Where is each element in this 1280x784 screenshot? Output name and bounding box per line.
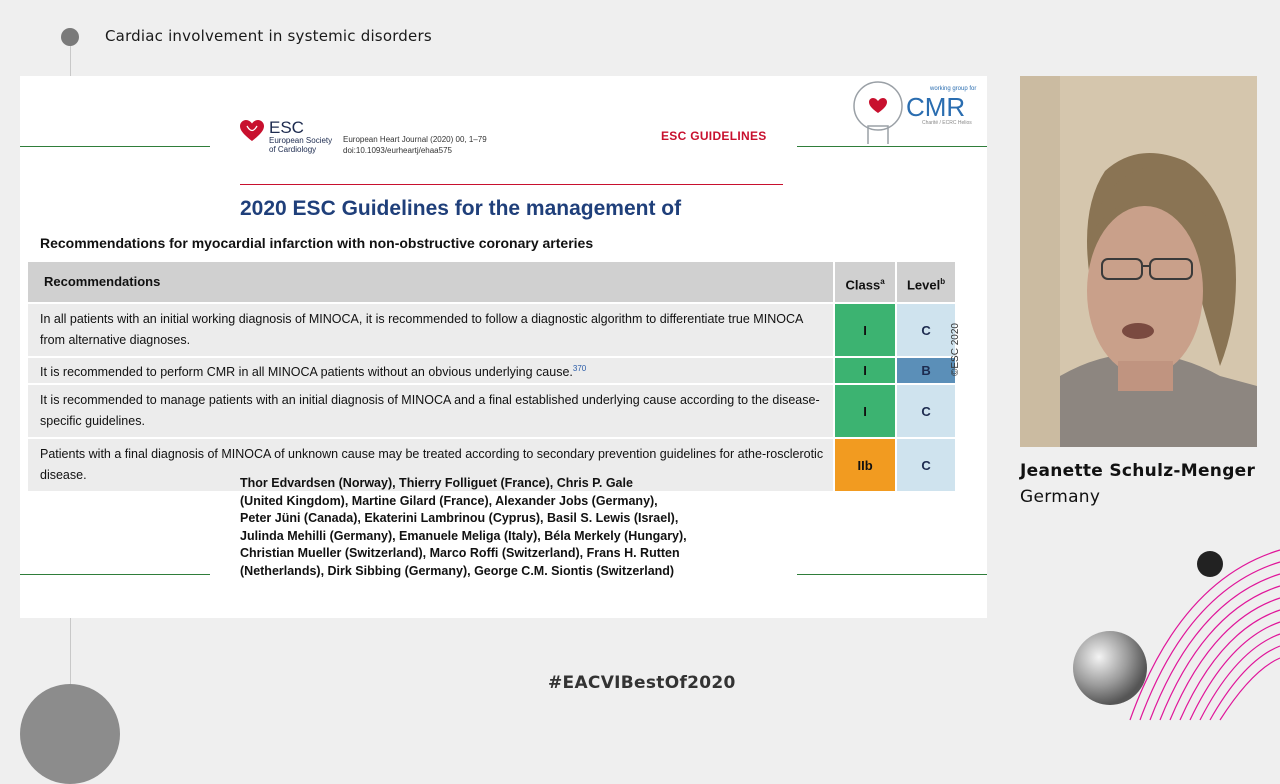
cmr-logo-letters: CMR	[906, 92, 966, 122]
author-line: Julinda Mehilli (Germany), Emanuele Meliga (Italy), Béla Merkely (Hungary),	[240, 528, 687, 543]
row-text: Patients with a final diagnosis of MINOCA of unknown cause may be treated according to secondary prevention guidelines for athe-rosclerotic disease.	[28, 439, 833, 491]
event-hashtag: #EACVIBestOf2020	[548, 673, 736, 693]
slide-divider-right	[797, 146, 987, 147]
row-text: It is recommended to perform CMR in all MINOCA patients without an obvious underlying cause.	[40, 365, 573, 380]
row-level: C	[897, 304, 955, 356]
header-level-label: Level	[906, 277, 941, 293]
esc-logo-sub1: European Society	[269, 136, 333, 145]
row-reference: 370	[572, 364, 587, 373]
slide-main-title: 2020 ESC Guidelines for the management of	[240, 197, 682, 220]
slide-divider-left	[20, 146, 210, 147]
header-recommendations: Recommendations	[28, 262, 833, 302]
row-level: B	[897, 358, 955, 383]
journal-line1: European Heart Journal (2020) 00, 1–79	[343, 135, 487, 144]
timeline-dot	[61, 28, 79, 46]
slide-divider-bottom-right	[797, 574, 987, 575]
row-class: I	[835, 304, 895, 356]
esc-guidelines-label: ESC GUIDELINES	[661, 129, 767, 143]
slide-divider-bottom-left	[20, 574, 210, 575]
timeline-line-bottom	[70, 618, 71, 688]
header-class	[835, 262, 895, 302]
author-line: Peter Jüni (Canada), Ekaterini Lambrinou (Cyprus), Basil S. Lewis (Israel),	[240, 511, 679, 525]
recommendations-table	[28, 262, 955, 491]
table-row	[28, 358, 955, 383]
speaker-silhouette	[1020, 76, 1257, 447]
speaker-country: Germany	[1020, 487, 1101, 507]
timeline-line	[70, 44, 71, 76]
row-level: C	[897, 385, 955, 437]
row-class: IIb	[835, 439, 895, 491]
speaker-video	[1020, 76, 1257, 447]
session-title: Cardiac involvement in systemic disorders	[105, 27, 432, 45]
cmr-logo	[848, 76, 977, 146]
author-line: (United Kingdom), Martine Gilard (France), Alexander Jobs (Germany),	[240, 493, 658, 508]
presentation-slide	[20, 76, 987, 618]
header-level-sup: b	[940, 277, 946, 286]
row-class: I	[835, 385, 895, 437]
cmr-logo-bottom: Charité / ECRC Helios	[922, 120, 972, 126]
journal-line2: doi:10.1093/eurheartj/ehaa575	[343, 146, 452, 155]
recommendations-title: Recommendations for myocardial infarction with non-obstructive coronary arteries	[40, 235, 594, 251]
decorative-spheres-graphic	[1060, 540, 1280, 720]
header-class-sup: a	[880, 277, 885, 286]
table-row	[28, 304, 955, 356]
table-header	[28, 262, 955, 302]
esc-copyright: ©ESC 2020	[950, 323, 961, 376]
heart-icon	[239, 119, 265, 143]
speaker-name: Jeanette Schulz-Menger	[1020, 461, 1256, 481]
esc-logo	[239, 119, 332, 154]
header-level	[897, 262, 955, 302]
title-divider	[240, 184, 783, 185]
table-row	[28, 385, 955, 437]
author-line: (Netherlands), Dirk Sibbing (Germany), George C.M. Siontis (Switzerland)	[240, 563, 675, 578]
journal-citation	[343, 134, 487, 156]
cmr-logo-top: working group for	[930, 86, 977, 92]
author-list	[240, 475, 760, 580]
row-text: It is recommended to manage patients with an initial diagnosis of MINOCA and a final established underlying cause according to the disease-specific guidelines.	[28, 385, 833, 437]
row-text-container	[28, 358, 833, 383]
esc-logo-word: ESC	[269, 118, 304, 137]
esc-logo-sub2: of Cardiology	[269, 145, 317, 154]
decorative-circle	[20, 684, 120, 784]
header-class-label: Class	[845, 277, 881, 293]
author-line: Thor Edvardsen (Norway), Thierry Folliguet (France), Chris P. Gale	[240, 476, 633, 490]
row-level: C	[897, 439, 955, 491]
row-class: I	[835, 358, 895, 383]
row-text: In all patients with an initial working diagnosis of MINOCA, it is recommended to follow a diagnostic algorithm to differentiate true MINOCA from alternative diagnoses.	[28, 304, 833, 356]
author-line: Christian Mueller (Switzerland), Marco Roffi (Switzerland), Frans H. Rutten	[240, 546, 680, 560]
